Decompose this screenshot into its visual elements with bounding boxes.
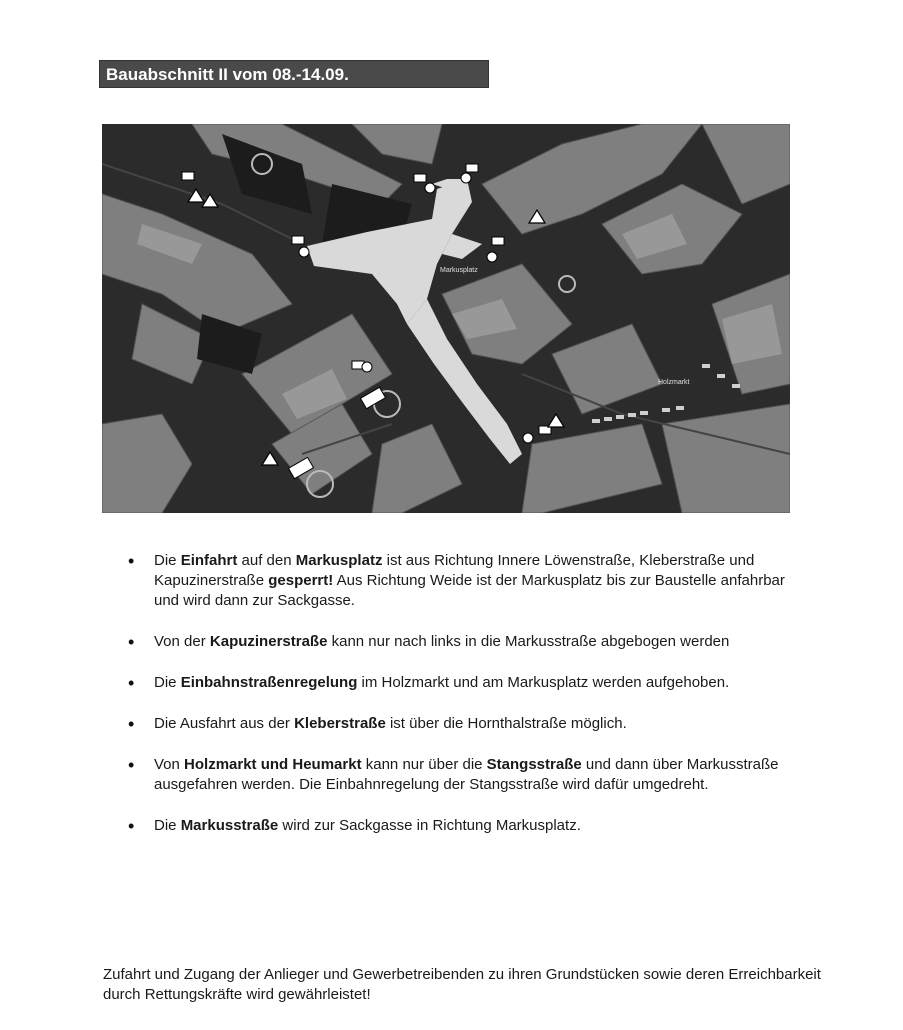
bold-text: gesperrt! [268, 572, 334, 589]
bullet-item [126, 755, 806, 795]
section-title: Bauabschnitt II vom 08.-14.09. [99, 60, 489, 88]
bullet-item [126, 816, 806, 836]
bold-text: Kleberstraße [294, 715, 386, 732]
text-run: ist über die Hornthalstraße möglich. [385, 715, 627, 732]
text-run: wird zur Sackgasse in Richtung Markusplatz. [278, 817, 581, 834]
bold-text: Markusstraße [180, 817, 279, 834]
text-run: Die [154, 552, 181, 569]
map-label-markusplatz: Markusplatz [440, 267, 478, 274]
bold-text: Kapuzinerstraße [209, 633, 328, 650]
text-run: kann nur über die [361, 756, 487, 773]
bold-text: Einfahrt [180, 552, 238, 569]
bold-text: Holzmarkt und Heumarkt [184, 756, 362, 773]
footer-note: Zufahrt und Zugang der Anlieger und Gewerbetreibenden zu ihren Grundstücken sowie deren Erreichbarkeit durch Rettungskräfte wird gewährleistet! [103, 966, 821, 1003]
text-run: Die [154, 674, 181, 691]
text-run: Aus Richtung Weide ist der Markusplatz bis zur Baustelle anfahrbar und wird dann zur Sackgasse. [154, 572, 785, 609]
text-run: und dann über Markusstraße ausgefahren werden. Die Einbahnregelung der Stangsstraße wird dafür umgedreht. [154, 756, 779, 793]
text-run: im Holzmarkt und am Markusplatz werden aufgehoben. [357, 674, 730, 691]
bullet-item [126, 632, 806, 652]
info-bullet-list [126, 551, 806, 857]
map-label-holzmarkt: Holzmarkt [658, 379, 690, 386]
aerial-map-svg [102, 124, 790, 513]
text-run: kann nur nach links in die Markusstraße abgebogen werden [327, 633, 730, 650]
text-run: Die Ausfahrt aus der [154, 715, 295, 732]
text-run: Von der [154, 633, 210, 650]
text-run: Von [154, 756, 185, 773]
text-run: ist aus Richtung Innere Löwenstraße, Kleberstraße und Kapuzinerstraße [154, 552, 755, 589]
bold-text: Markusplatz [295, 552, 383, 569]
text-run: auf den [237, 552, 296, 569]
bullet-item [126, 551, 806, 611]
bullet-item [126, 673, 806, 693]
text-run: Die [154, 817, 181, 834]
bold-text: Stangsstraße [486, 756, 582, 773]
bullet-item [126, 714, 806, 734]
construction-map [102, 124, 790, 513]
bold-text: Einbahnstraßenregelung [180, 674, 358, 691]
